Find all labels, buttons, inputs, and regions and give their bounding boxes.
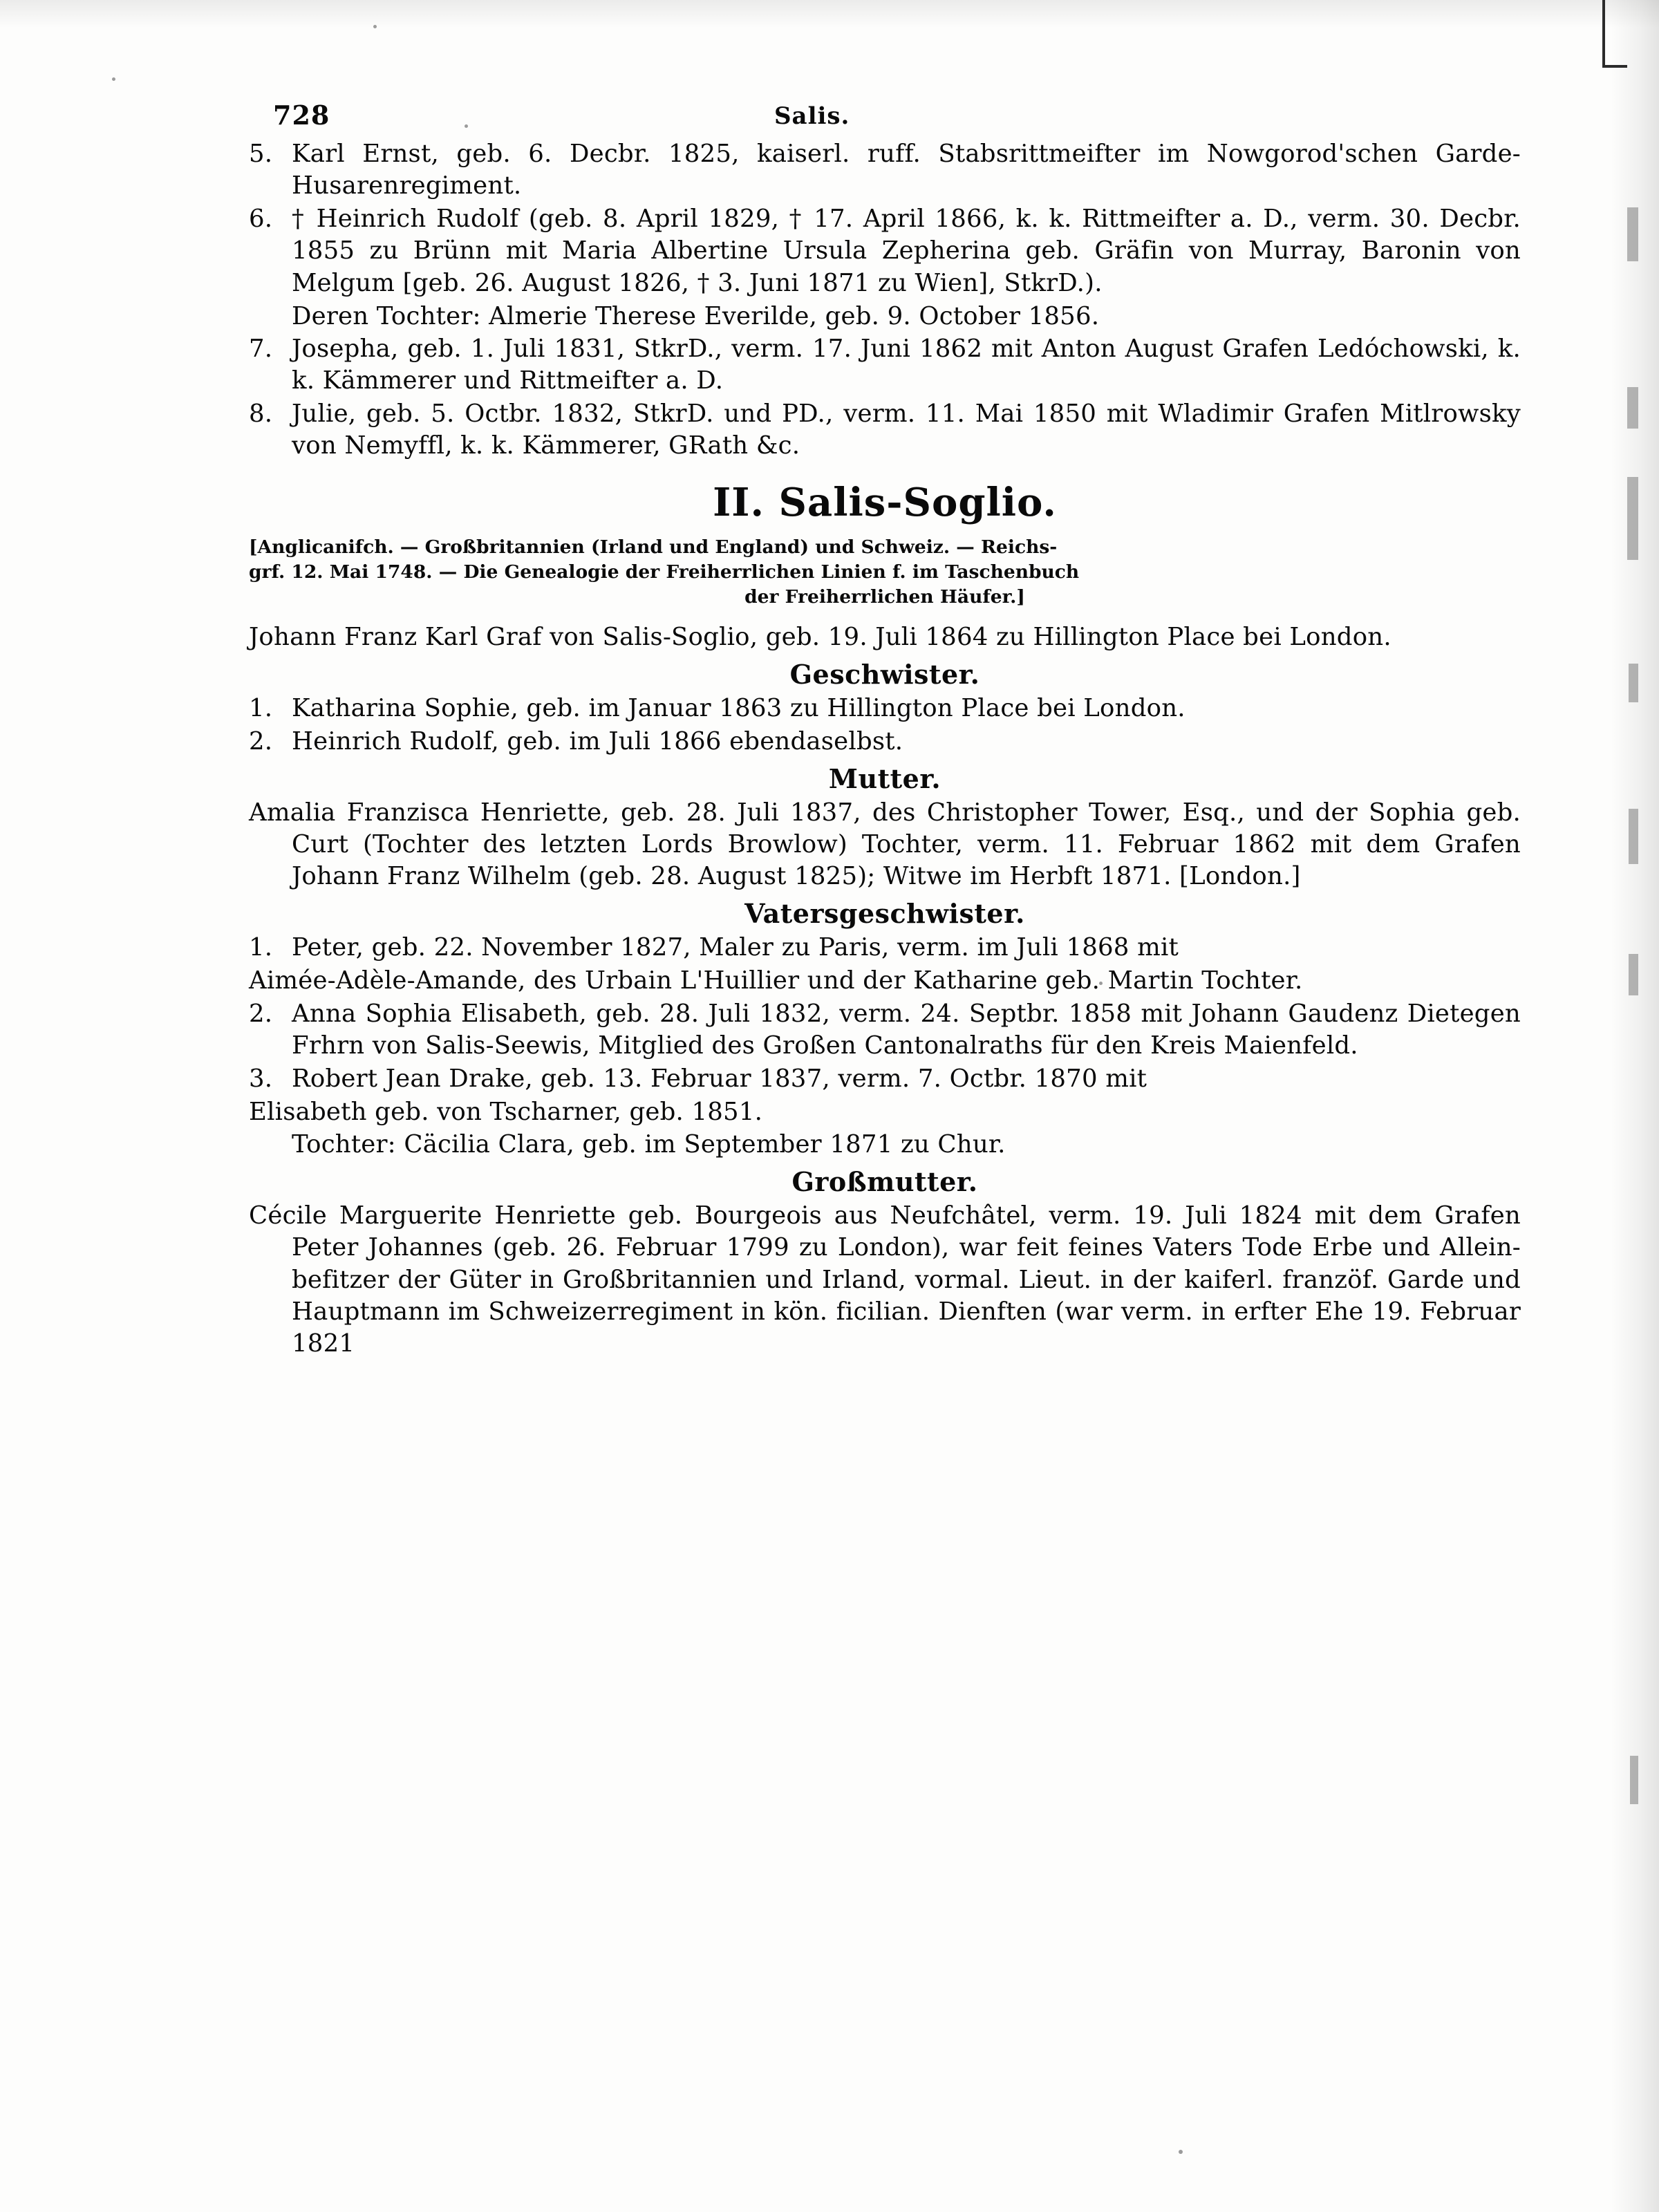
list-item-number: 2. <box>249 727 273 756</box>
list-item-text: Julie, geb. 5. Octbr. 1832, StkrD. und PD., verm. 11. Mai 1850 mit Wladimir Grafen Mitlrowsky von Nemyffl, k. k. Kämmerer, GRath &c. <box>292 400 1521 460</box>
page-number: 728 <box>273 100 330 131</box>
list-item <box>249 138 1521 202</box>
list-item-sub <box>249 301 1521 332</box>
bracket-note-line-1: [Anglicanifch. — Großbritannien (Irland und England) und Schweiz. — Reichs- <box>249 536 1058 559</box>
list-item <box>249 398 1521 462</box>
scan-speck <box>1179 2150 1183 2154</box>
vatersgeschwister-list <box>249 932 1521 1161</box>
bracket-note-line-2: grf. 12. Mai 1748. — Die Genealogie der Freiherrlichen Linien f. im Taschenbuch <box>249 561 1080 583</box>
list-item-continuation: Elisabeth geb. von Tscharner, geb. 1851. <box>249 1098 763 1127</box>
scan-speck <box>112 77 115 81</box>
scan-speck <box>373 25 377 28</box>
geschwister-list <box>249 693 1521 758</box>
heading-vatersgeschwister: Vatersgeschwister. <box>744 898 1025 930</box>
mutter-paragraph: Amalia Franzisca Henriette, geb. 28. Juli 1837, des Christopher Tower, Esq., und der Sophia geb. Curt (Tochter des letzten Lords Browlow) Tochter, verm. 11. Februar 1862 mit dem Grafen Johann Franz Wilhelm (geb. 28. August 1825); Witwe im Herbft 1871. [London.] <box>249 798 1521 891</box>
list-item <box>249 726 1521 758</box>
list-item-text: Karl Ernst, geb. 6. Decbr. 1825, kaiserl. ruff. Stabsrittmeifter im Nowgorod'schen Garde-Husarenregiment. <box>292 140 1521 200</box>
list-item-number: 1. <box>249 933 273 962</box>
crop-mark-right-edge <box>1602 0 1605 28</box>
page-header <box>249 90 1521 138</box>
list-item-text: † Heinrich Rudolf (geb. 8. April 1829, † 17. April 1866, k. k. Rittmeifter a. D., verm. 30. Decbr. 1855 zu Brünn mit Maria Albertine Ursula Zepherina geb. Gräfin von Murray, Baronin von Melgum [geb. 26. August 1826, † 3. Juni 1871 zu Wien], StkrD.). <box>292 205 1521 297</box>
list-item <box>249 932 1521 964</box>
list-item-text: Josepha, geb. 1. Juli 1831, StkrD., verm. 17. Juni 1862 mit Anton August Grafen Ledóchowski, k. k. Kämmerer und Rittmeifter a. D. <box>292 334 1521 395</box>
margin-artifact-4 <box>1629 664 1638 702</box>
margin-artifact-6 <box>1629 954 1638 995</box>
section-title: II. Salis-Soglio. <box>713 480 1057 526</box>
head-person-paragraph: Johann Franz Karl Graf von Salis-Soglio, geb. 19. Juli 1864 zu Hillington Place bei London. <box>249 622 1391 651</box>
list-item-continuation: Aimée-Adèle-Amande, des Urbain L'Huillier und der Katharine geb. Martin Tochter. <box>249 966 1303 995</box>
page-right-shadow <box>1611 0 1659 2212</box>
list-item-number: 1. <box>249 693 273 722</box>
list-item-number: 8. <box>249 400 273 429</box>
list-item <box>249 333 1521 397</box>
margin-artifact-7 <box>1630 1756 1638 1804</box>
list-item-number: 7. <box>249 334 273 363</box>
running-head: Salis. <box>774 102 850 130</box>
grossmutter-paragraph: Cécile Marguerite Henriette geb. Bourgeois aus Neufchâtel, verm. 19. Juli 1824 mit dem Grafen Peter Johannes (geb. 26. Februar 1799 zu London), war feit feines Vaters Tode Erbe und Allein-befitzer der Güter in Großbritannien und Irland, vormal. Lieut. in der kaiferl. franzöf. Garde und Hauptmann im Schweizerregiment in kön. ficilian. Dienften (war verm. in erfter Ehe 19. Februar 1821 <box>249 1201 1521 1358</box>
list-item-text: Peter, geb. 22. November 1827, Maler zu Paris, verm. im Juli 1868 mit <box>292 933 1179 962</box>
section-bracket-note <box>249 535 1521 610</box>
list-item <box>249 693 1521 724</box>
heading-geschwister: Geschwister. <box>789 658 980 690</box>
heading-mutter: Mutter. <box>828 762 941 794</box>
crop-mark-horizontal <box>1602 65 1627 68</box>
bracket-note-line-3: der Freiherrlichen Häufer.] <box>744 586 1025 608</box>
list-item-text: Robert Jean Drake, geb. 13. Februar 1837, verm. 7. Octbr. 1870 mit <box>292 1064 1147 1093</box>
margin-artifact-1 <box>1627 207 1638 261</box>
list-item-text: Katharina Sophie, geb. im Januar 1863 zu Hillington Place bei London. <box>292 693 1185 722</box>
page-top-shadow <box>0 0 1659 28</box>
margin-artifact-3 <box>1627 477 1638 560</box>
list-item-number: 3. <box>249 1064 273 1093</box>
list-item <box>249 998 1521 1062</box>
heading-grossmutter: Großmutter. <box>791 1166 978 1198</box>
list-item-sub: Tochter: Cäcilia Clara, geb. im September 1871 zu Chur. <box>292 1130 1006 1159</box>
list-item-number: 6. <box>249 205 273 234</box>
list-item-text: Anna Sophia Elisabeth, geb. 28. Juli 1832, verm. 24. Septbr. 1858 mit Johann Gaudenz Dietegen Frhrn von Salis-Seewis, Mitglied des Großen Cantonalraths für den Kreis Maienfeld. <box>292 999 1521 1060</box>
margin-artifact-2 <box>1627 387 1638 429</box>
top-entries-list <box>249 138 1521 462</box>
list-item <box>249 1063 1521 1095</box>
list-item-number: 5. <box>249 140 273 168</box>
list-item-number: 2. <box>249 999 273 1028</box>
page-content <box>249 90 1521 1362</box>
list-item-text: Deren Tochter: Almerie Therese Everilde, geb. 9. October 1856. <box>292 301 1100 330</box>
list-item <box>249 203 1521 299</box>
margin-artifact-5 <box>1629 809 1638 864</box>
list-item-text: Heinrich Rudolf, geb. im Juli 1866 ebendaselbst. <box>292 727 903 756</box>
